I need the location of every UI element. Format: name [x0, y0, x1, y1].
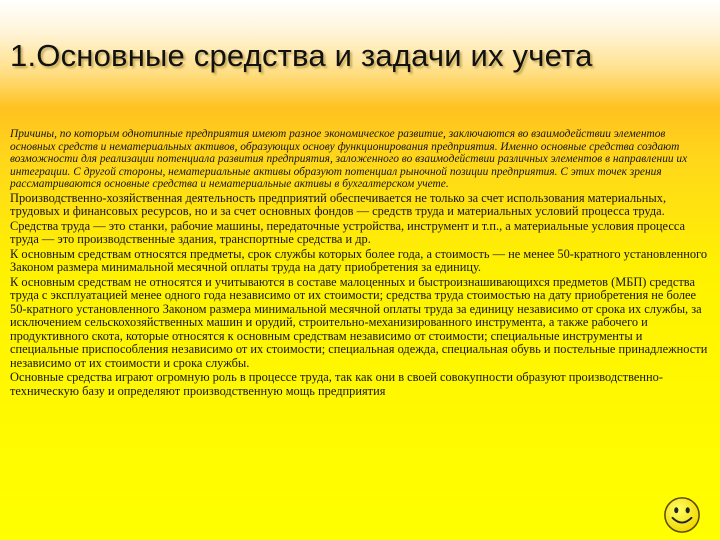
paragraph-definition: К основным средствам относятся предметы, срок службы которых более года, а стоимость — не менее 50-кратного установленного Законом размера минимальной месячной оплаты труда на дату приобретения за единицу.	[10, 246, 708, 275]
paragraph-means-of-labor: Средства труда — это станки, рабочие машины, передаточные устройства, инструмент и т.п., а материальные условия процесса труда — это производственные здания, транспортные средства и др.	[10, 218, 685, 247]
paragraph-role: Основные средства играют огромную роль в процессе труда, так как они в своей совокупности образуют производственно-техническую базу и определяют производственную мощь предприятия	[10, 370, 663, 398]
smiley-face-icon	[663, 496, 701, 534]
paragraph-exclusions: К основным средствам не относятся и учитываются в составе малоценных и быстроизнашивающихся предметов (МБП) средства труда с эксплуатацией менее одного года независимо от их стоимости; средства труда стоимостью на дату приобретения не более 50-кратного установленного Законом размера минимальной месячной оплаты труда за единицу независимо от срока их службы, за исключением сельскохозяйственных машин и орудий, строительно-механизированного инструмента, а также рабочего и продуктивного скота, которые относятся к основным средствам независимо от стоимости; специальные инструменты и специальные приспособления независимо от их стоимости; специальная одежда, специальная обувь и постельные принадлежности независимо от их стоимости и срока службы.	[10, 274, 708, 370]
slide-body	[10, 128, 712, 399]
paragraph-intro: Причины, по которым однотипные предприятия имеют разное экономическое развитие, заключаются во взаимодействии элементов основных средств и нематериальных активов, образующих основу функционирования предприятия. Именно основные средства создают возможности для реализации потенциала развития предприятия, заложенного во взаимодействии различных элементов в направлении их интеграции. С другой стороны, нематериальные активы образуют потенциал рыночной позиции предприятия. С этих точек зрения рассматриваются основные средства и нематериальные активы в бухгалтерском учете.	[10, 128, 688, 191]
paragraph-activity: Производственно-хозяйственная деятельность предприятий обеспечивается не только за счет использования материальных, трудовых и финансовых ресурсов, но и за счет основных фондов — средств труда и материальных условий процесса труда.	[10, 190, 667, 219]
slide-title: 1.Основные средства и задачи их учета	[10, 38, 593, 73]
